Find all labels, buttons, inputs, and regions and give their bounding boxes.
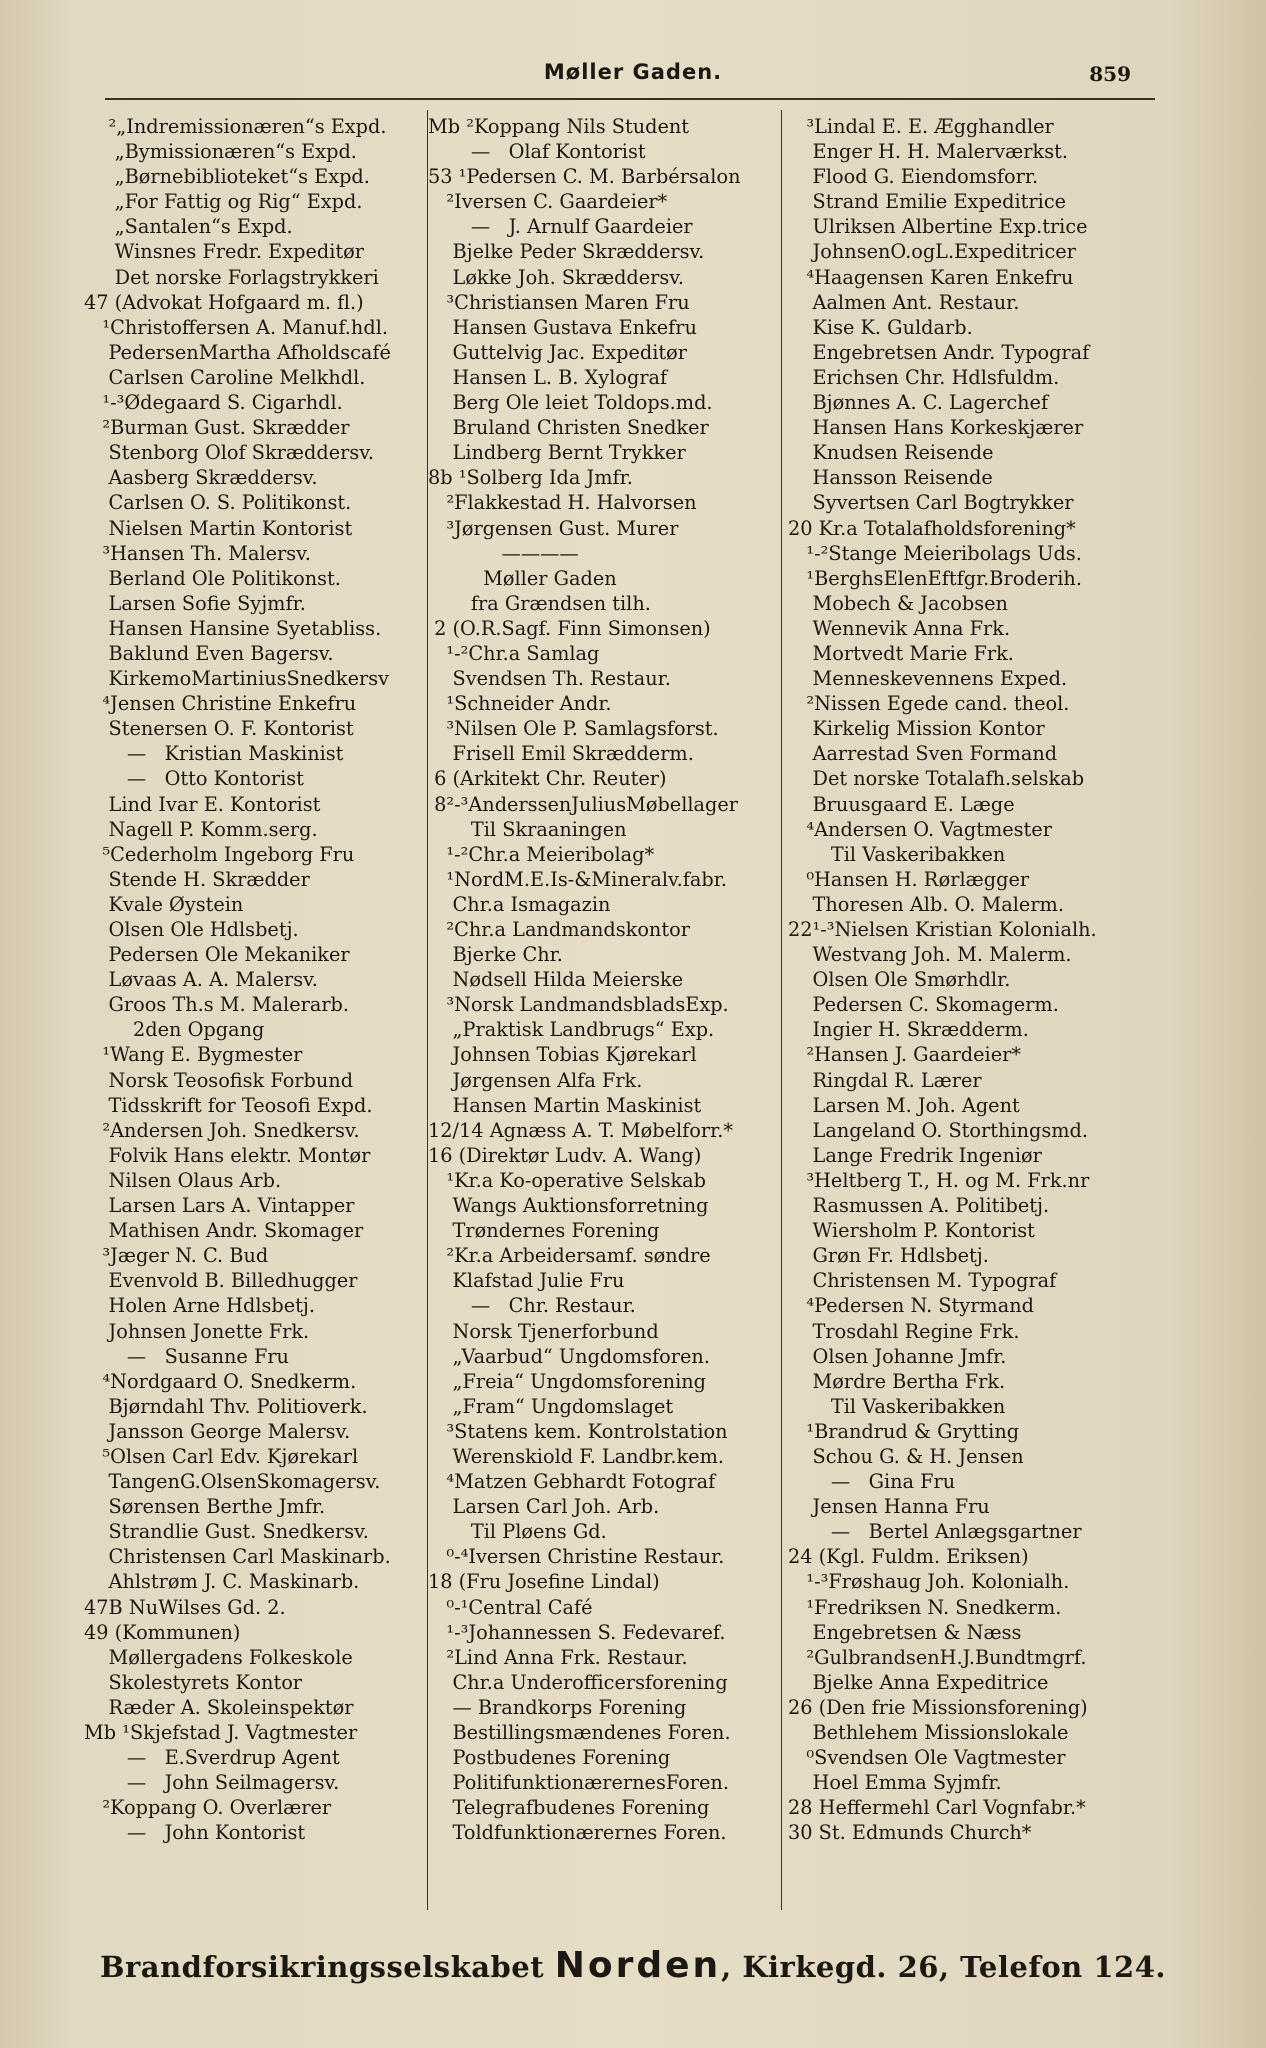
directory-entry: ¹Fredriksen N. Snedkerm. bbox=[788, 1595, 1062, 1619]
directory-entry: Olsen Johanne Jmfr. bbox=[788, 1344, 1007, 1368]
directory-entry: ¹NordM.E.Is-&Mineralv.fabr. bbox=[428, 867, 727, 891]
directory-entry: ⁴Haagensen Karen Enkefru bbox=[788, 265, 1074, 289]
directory-entry: ¹-³Frøshaug Joh. Kolonialh. bbox=[788, 1570, 1070, 1594]
directory-entry: 49 (Kommunen) bbox=[84, 1620, 241, 1644]
directory-entry: Schou G. & H. Jensen bbox=[788, 1444, 1024, 1468]
directory-entry: „Praktisk Landbrugs“ Exp. bbox=[428, 1018, 715, 1042]
directory-entry: Evenvold B. Billedhugger bbox=[84, 1269, 358, 1293]
directory-entry: Menneskevennens Exped. bbox=[788, 667, 1068, 691]
directory-entry: Pedersen Ole Mekaniker bbox=[84, 943, 350, 967]
directory-entry: Mb ²Koppang Nils Student bbox=[428, 115, 690, 138]
directory-entry: Norsk Teosofisk Forbund bbox=[84, 1068, 354, 1092]
directory-entry: Larsen Sofie Syjmfr. bbox=[84, 591, 306, 615]
directory-entry: 30 St. Edmunds Church* bbox=[788, 1821, 1032, 1845]
directory-entry: Christensen Carl Maskinarb. bbox=[84, 1545, 391, 1569]
directory-entry: ¹Christoffersen A. Manuf.hdl. bbox=[84, 315, 388, 339]
directory-entry: 53 ¹Pedersen C. M. Barbérsalon bbox=[428, 165, 741, 189]
directory-entry: Werenskiold F. Landbr.kem. bbox=[428, 1444, 724, 1468]
directory-entry: Berg Ole leiet Toldops.md. bbox=[428, 391, 713, 415]
directory-entry: „Santalen“s Expd. bbox=[84, 215, 293, 239]
page-number: 859 bbox=[1089, 62, 1131, 86]
directory-entry: Aalmen Ant. Restaur. bbox=[788, 290, 1020, 314]
directory-entry: Holen Arne Hdlsbetj. bbox=[84, 1294, 315, 1318]
directory-entry: Jansson George Malersv. bbox=[84, 1419, 351, 1443]
directory-entry: Hansson Reisende bbox=[788, 466, 993, 490]
directory-entry: Hoel Emma Syjmfr. bbox=[788, 1771, 1002, 1795]
directory-entry: Til Vaskeribakken bbox=[788, 1394, 1006, 1418]
directory-entry: Ingier H. Skrædderm. bbox=[788, 1018, 1029, 1042]
directory-entry: — Otto Kontorist bbox=[84, 767, 304, 791]
directory-entry: Ulriksen Albertine Exp.trice bbox=[788, 215, 1088, 239]
directory-entry: Pedersen C. Skomagerm. bbox=[788, 993, 1059, 1017]
directory-entry: ¹Kr.a Ko-operative Selskab bbox=[428, 1168, 707, 1192]
directory-entry: Toldfunktionærernes Foren. bbox=[428, 1821, 727, 1845]
directory-entry: Hansen Hans Korkeskjærer bbox=[788, 416, 1084, 440]
directory-entry: Mb ¹Skjefstad J. Vagtmester bbox=[84, 1721, 358, 1744]
directory-entry: — Bertel Anlægsgartner bbox=[788, 1520, 1082, 1544]
directory-entry: Baklund Even Bagersv. bbox=[84, 641, 334, 665]
footer-address: , Kirkegd. 26, Telefon 124. bbox=[721, 1950, 1166, 1984]
directory-entry: Bethlehem Missionslokale bbox=[788, 1721, 1069, 1744]
directory-entry: — E.Sverdrup Agent bbox=[84, 1746, 340, 1770]
directory-entry: ⁴Andersen O. Vagtmester bbox=[788, 817, 1052, 841]
directory-entry: Carlsen Caroline Melkhdl. bbox=[84, 365, 366, 389]
directory-entry: ———— bbox=[428, 541, 579, 565]
directory-entry: ⁴Matzen Gebhardt Fotograf bbox=[428, 1470, 716, 1494]
directory-entry: 47 (Advokat Hofgaard m. fl.) bbox=[84, 290, 364, 314]
directory-entry: ²Hansen J. Gaardeier* bbox=[788, 1043, 1021, 1067]
directory-entry: ¹Wang E. Bygmester bbox=[84, 1043, 303, 1067]
directory-entry: 8b ¹Solberg Ida Jmfr. bbox=[428, 466, 633, 490]
directory-entry: ³Christiansen Maren Fru bbox=[428, 290, 690, 314]
directory-entry: Ræder A. Skoleinspektør bbox=[84, 1695, 354, 1719]
directory-entry: Sørensen Berthe Jmfr. bbox=[84, 1495, 326, 1519]
directory-entry: Christensen M. Typograf bbox=[788, 1269, 1057, 1293]
directory-entry: PedersenMartha Afholdscafé bbox=[84, 340, 391, 364]
directory-entry: Bjelke Anna Expeditrice bbox=[788, 1670, 1049, 1694]
directory-entry: Bruusgaard E. Læge bbox=[788, 792, 1015, 816]
directory-entry: Aarrestad Sven Formand bbox=[788, 742, 1058, 766]
directory-column-2 bbox=[428, 114, 768, 1845]
directory-entry: ²Andersen Joh. Snedkersv. bbox=[84, 1118, 360, 1142]
directory-entry: Flood G. Eiendomsforr. bbox=[788, 165, 1039, 189]
directory-entry: 20 Kr.a Totalafholdsforening* bbox=[788, 516, 1076, 540]
directory-entry: Folvik Hans elektr. Montør bbox=[84, 1143, 371, 1167]
directory-entry: ²Nissen Egede cand. theol. bbox=[788, 692, 1070, 716]
directory-entry: ²Iversen C. Gaardeier* bbox=[428, 190, 668, 214]
directory-entry: Syvertsen Carl Bogtrykker bbox=[788, 491, 1074, 515]
directory-entry: PolitifunktionærernesForen. bbox=[428, 1771, 729, 1795]
directory-entry: Groos Th.s M. Malerarb. bbox=[84, 993, 350, 1017]
directory-entry: Lindberg Bernt Trykker bbox=[428, 441, 686, 465]
directory-entry: fra Grændsen tilh. bbox=[428, 591, 651, 615]
directory-entry: ³Jørgensen Gust. Murer bbox=[428, 516, 679, 540]
directory-entry: — J. Arnulf Gaardeier bbox=[428, 215, 693, 239]
directory-entry: Skolestyrets Kontor bbox=[84, 1670, 303, 1694]
directory-entry: Det norske Totalafh.selskab bbox=[788, 767, 1085, 791]
directory-entry: Guttelvig Jac. Expeditør bbox=[428, 340, 688, 364]
directory-entry: Bjelke Peder Skræddersv. bbox=[428, 240, 705, 264]
directory-entry: Frisell Emil Skrædderm. bbox=[428, 742, 694, 766]
directory-entry: JohnsenO.ogL.Expeditricer bbox=[788, 240, 1076, 264]
directory-entry: Grøn Fr. Hdlsbetj. bbox=[788, 1244, 989, 1268]
directory-entry: ³Hansen Th. Malersv. bbox=[84, 541, 311, 565]
directory-entry: Postbudenes Forening bbox=[428, 1746, 671, 1770]
directory-entry: 12/14 Agnæss A. T. Møbelforr.* bbox=[428, 1118, 733, 1142]
directory-entry: Nødsell Hilda Meierske bbox=[428, 968, 684, 992]
directory-entry: Larsen Lars A. Vintapper bbox=[84, 1194, 355, 1218]
directory-entry: Kirkelig Mission Kontor bbox=[788, 717, 1045, 741]
directory-entry: ²Burman Gust. Skrædder bbox=[84, 416, 350, 440]
directory-entry: Wangs Auktionsforretning bbox=[428, 1194, 709, 1218]
directory-entry: ³Lindal E. E. Ægghandler bbox=[788, 115, 1054, 138]
directory-entry: Stende H. Skrædder bbox=[84, 867, 310, 891]
directory-entry: ¹-²Chr.a Samlag bbox=[428, 641, 600, 665]
directory-entry: „Freia“ Ungdomsforening bbox=[428, 1369, 707, 1393]
directory-entry: ²„Indremissionæren“s Expd. bbox=[84, 115, 387, 138]
directory-entry: Bjerke Chr. bbox=[428, 943, 563, 967]
directory-entry: Kise K. Guldarb. bbox=[788, 315, 973, 339]
directory-entry: Winsnes Fredr. Expeditør bbox=[84, 240, 364, 264]
directory-entry: ⁴Pedersen N. Styrmand bbox=[788, 1294, 1034, 1318]
directory-entry: „Bymissionæren“s Expd. bbox=[84, 140, 357, 164]
directory-entry: 8²-³AnderssenJuliusMøbellager bbox=[428, 792, 738, 816]
directory-entry: Mathisen Andr. Skomager bbox=[84, 1219, 364, 1243]
directory-entry: Løkke Joh. Skræddersv. bbox=[428, 265, 685, 289]
directory-entry: ²Flakkestad H. Halvorsen bbox=[428, 491, 697, 515]
directory-entry: 6 (Arkitekt Chr. Reuter) bbox=[428, 767, 667, 791]
directory-entry: Trøndernes Forening bbox=[428, 1219, 660, 1243]
advertisement-footer bbox=[0, 1945, 1266, 1986]
directory-entry: TangenG.OlsenSkomagersv. bbox=[84, 1470, 381, 1494]
directory-entry: ³Heltberg T., H. og M. Frk.nr bbox=[788, 1168, 1090, 1192]
directory-entry: Klafstad Julie Fru bbox=[428, 1269, 625, 1293]
directory-entry: ⁵Cederholm Ingeborg Fru bbox=[84, 842, 355, 866]
directory-entry: Mørdre Bertha Frk. bbox=[788, 1369, 1006, 1393]
directory-column-1 bbox=[84, 114, 424, 1845]
directory-entry: ¹-³Ødegaard S. Cigarhdl. bbox=[84, 391, 343, 415]
directory-entry: ³Nilsen Ole P. Samlagsforst. bbox=[428, 717, 719, 741]
directory-entry: ¹-²Chr.a Meieribolag* bbox=[428, 842, 655, 866]
directory-entry: „For Fattig og Rig“ Expd. bbox=[84, 190, 363, 214]
directory-entry: ⁰-⁴Iversen Christine Restaur. bbox=[428, 1545, 725, 1569]
directory-entry: Møllergadens Folkeskole bbox=[84, 1645, 353, 1669]
directory-entry: Telegrafbudenes Forening bbox=[428, 1796, 710, 1820]
directory-entry: Tidsskrift for Teosofi Expd. bbox=[84, 1093, 373, 1117]
directory-entry: Engebretsen & Næss bbox=[788, 1620, 1022, 1644]
directory-entry: Hansen Hansine Syetabliss. bbox=[84, 616, 382, 640]
directory-entry: Berland Ole Politikonst. bbox=[84, 566, 341, 590]
directory-entry: — Susanne Fru bbox=[84, 1344, 289, 1368]
directory-entry: — Kristian Maskinist bbox=[84, 742, 344, 766]
directory-entry: Engebretsen Andr. Typograf bbox=[788, 340, 1090, 364]
directory-entry: — Brandkorps Forening bbox=[428, 1695, 687, 1719]
directory-entry: ⁴Jensen Christine Enkefru bbox=[84, 692, 357, 716]
directory-entry: Larsen Carl Joh. Arb. bbox=[428, 1495, 660, 1519]
directory-entry: Erichsen Chr. Hdlsfuldm. bbox=[788, 365, 1060, 389]
directory-entry: Møller Gaden bbox=[428, 566, 617, 590]
directory-entry: ¹-²Stange Meieribolags Uds. bbox=[788, 541, 1082, 565]
directory-entry: Enger H. H. Malerværkst. bbox=[788, 140, 1068, 164]
directory-entry: ²Chr.a Landmandskontor bbox=[428, 918, 690, 941]
directory-entry: Bruland Christen Snedker bbox=[428, 416, 709, 440]
directory-entry: Svendsen Th. Restaur. bbox=[428, 667, 671, 691]
directory-entry: Stenborg Olof Skræddersv. bbox=[84, 441, 374, 465]
directory-entry: Mortvedt Marie Frk. bbox=[788, 641, 1014, 665]
directory-entry: Ahlstrøm J. C. Maskinarb. bbox=[84, 1570, 360, 1594]
directory-entry: Aasberg Skræddersv. bbox=[84, 466, 318, 490]
directory-entry: Hansen Martin Maskinist bbox=[428, 1093, 702, 1117]
directory-entry: „Vaarbud“ Ungdomsforen. bbox=[428, 1344, 710, 1368]
directory-entry: Johnsen Jonette Frk. bbox=[84, 1319, 310, 1343]
directory-entry: Mobech & Jacobsen bbox=[788, 591, 1008, 615]
directory-entry: Nagell P. Komm.serg. bbox=[84, 817, 318, 841]
directory-entry: ¹BerghsElenEftfgr.Broderih. bbox=[788, 566, 1082, 590]
directory-entry: 2den Opgang bbox=[84, 1018, 265, 1042]
directory-entry: Bestillingsmændenes Foren. bbox=[428, 1721, 731, 1744]
directory-entry: 22¹-³Nielsen Kristian Kolonialh. bbox=[788, 918, 1097, 941]
directory-entry: Olsen Ole Hdlsbetj. bbox=[84, 918, 299, 941]
directory-entry: 24 (Kgl. Fuldm. Eriksen) bbox=[788, 1545, 1029, 1569]
directory-entry: Carlsen O. S. Politikonst. bbox=[84, 491, 352, 515]
directory-entry: Jensen Hanna Fru bbox=[788, 1495, 990, 1519]
directory-entry: — Gina Fru bbox=[788, 1470, 956, 1494]
directory-entry: Til Vaskeribakken bbox=[788, 842, 1006, 866]
directory-entry: Norsk Tjenerforbund bbox=[428, 1319, 659, 1343]
directory-entry: KirkemoMartiniusSnedkersv bbox=[84, 667, 390, 691]
directory-entry: Wennevik Anna Frk. bbox=[788, 616, 1011, 640]
directory-entry: ⁰-¹Central Café bbox=[428, 1595, 593, 1619]
directory-column-3 bbox=[788, 114, 1128, 1845]
directory-entry: ²Lind Anna Frk. Restaur. bbox=[428, 1645, 688, 1669]
directory-entry: 28 Heffermehl Carl Vognfabr.* bbox=[788, 1796, 1086, 1820]
directory-entry: Lange Fredrik Ingeniør bbox=[788, 1143, 1042, 1167]
directory-entry: Ringdal R. Lærer bbox=[788, 1068, 982, 1092]
directory-entry: Jørgensen Alfa Frk. bbox=[428, 1068, 643, 1092]
directory-entry: ²Koppang O. Overlærer bbox=[84, 1796, 332, 1820]
directory-entry: Olsen Ole Smørhdlr. bbox=[788, 968, 1011, 992]
directory-entry: 47B NuWilses Gd. 2. bbox=[84, 1595, 286, 1619]
directory-entry: Langeland O. Storthingsmd. bbox=[788, 1118, 1088, 1142]
directory-entry: Larsen M. Joh. Agent bbox=[788, 1093, 1020, 1117]
directory-entry: Stenersen O. F. Kontorist bbox=[84, 717, 354, 741]
footer-brand: Norden bbox=[554, 1945, 722, 1986]
directory-entry: — Chr. Restaur. bbox=[428, 1294, 636, 1318]
directory-entry: Det norske Forlagstrykkeri bbox=[84, 265, 379, 289]
directory-entry: Bjønnes A. C. Lagerchef bbox=[788, 391, 1049, 415]
directory-entry: 16 (Direktør Ludv. A. Wang) bbox=[428, 1143, 702, 1167]
directory-entry: ³Jæger N. C. Bud bbox=[84, 1244, 269, 1268]
column-divider bbox=[781, 110, 782, 1910]
directory-entry: ⁰Hansen H. Rørlægger bbox=[788, 867, 1030, 891]
directory-entry: ¹Schneider Andr. bbox=[428, 692, 612, 716]
directory-entry: Løvaas A. A. Malersv. bbox=[84, 968, 318, 992]
directory-entry: ⁵Olsen Carl Edv. Kjørekarl bbox=[84, 1444, 359, 1468]
footer-company: Brandforsikringsselskabet bbox=[100, 1950, 555, 1984]
directory-entry: ⁴Nordgaard O. Snedkerm. bbox=[84, 1369, 357, 1393]
directory-entry: 2 (O.R.Sagf. Finn Simonsen) bbox=[428, 616, 711, 640]
directory-entry: Knudsen Reisende bbox=[788, 441, 994, 465]
directory-entry: ¹Brandrud & Grytting bbox=[788, 1419, 1020, 1443]
directory-entry: Chr.a Ismagazin bbox=[428, 892, 611, 916]
directory-entry: ²Kr.a Arbeidersamf. søndre bbox=[428, 1244, 711, 1268]
directory-entry: — John Kontorist bbox=[84, 1821, 306, 1845]
directory-entry: ³Statens kem. Kontrolstation bbox=[428, 1419, 728, 1443]
page-title: Møller Gaden. bbox=[543, 60, 723, 84]
directory-entry: ¹-³Johannessen S. Fedevaref. bbox=[428, 1620, 726, 1644]
directory-entry: Kvale Øystein bbox=[84, 892, 244, 916]
directory-entry: Strandlie Gust. Snedkersv. bbox=[84, 1520, 369, 1544]
directory-entry: Trosdahl Regine Frk. bbox=[788, 1319, 1020, 1343]
directory-entry: 18 (Fru Josefine Lindal) bbox=[428, 1570, 660, 1594]
directory-entry: Johnsen Tobias Kjørekarl bbox=[428, 1043, 697, 1067]
directory-entry: — Olaf Kontorist bbox=[428, 140, 646, 164]
directory-entry: „Fram“ Ungdomslaget bbox=[428, 1394, 674, 1418]
header-rule bbox=[105, 98, 1155, 100]
directory-entry: 26 (Den frie Missionsforening) bbox=[788, 1695, 1088, 1719]
directory-entry: Wiersholm P. Kontorist bbox=[788, 1219, 1035, 1243]
directory-entry: Bjørndahl Thv. Politioverk. bbox=[84, 1394, 368, 1418]
directory-entry: Westvang Joh. M. Malerm. bbox=[788, 943, 1072, 967]
directory-entry: ³Norsk LandmandsbladsExp. bbox=[428, 993, 729, 1017]
directory-entry: — John Seilmagersv. bbox=[84, 1771, 340, 1795]
directory-entry: Rasmussen A. Politibetj. bbox=[788, 1194, 1050, 1218]
directory-entry: ⁰Svendsen Ole Vagtmester bbox=[788, 1746, 1066, 1770]
directory-entry: Nilsen Olaus Arb. bbox=[84, 1168, 282, 1192]
directory-entry: Til Pløens Gd. bbox=[428, 1520, 607, 1544]
directory-entry: ²GulbrandsenH.J.Bundtmgrf. bbox=[788, 1645, 1087, 1669]
directory-entry: „Børnebiblioteket“s Expd. bbox=[84, 165, 370, 189]
directory-entry: Hansen L. B. Xylograf bbox=[428, 365, 668, 389]
directory-entry: Lind Ivar E. Kontorist bbox=[84, 792, 321, 816]
directory-entry: Chr.a Underofficersforening bbox=[428, 1670, 728, 1694]
directory-entry: Thoresen Alb. O. Malerm. bbox=[788, 892, 1064, 916]
directory-entry: Hansen Gustava Enkefru bbox=[428, 315, 697, 339]
directory-entry: Strand Emilie Expeditrice bbox=[788, 190, 1067, 214]
directory-entry: Til Skraaningen bbox=[428, 817, 627, 841]
directory-entry: Nielsen Martin Kontorist bbox=[84, 516, 353, 540]
